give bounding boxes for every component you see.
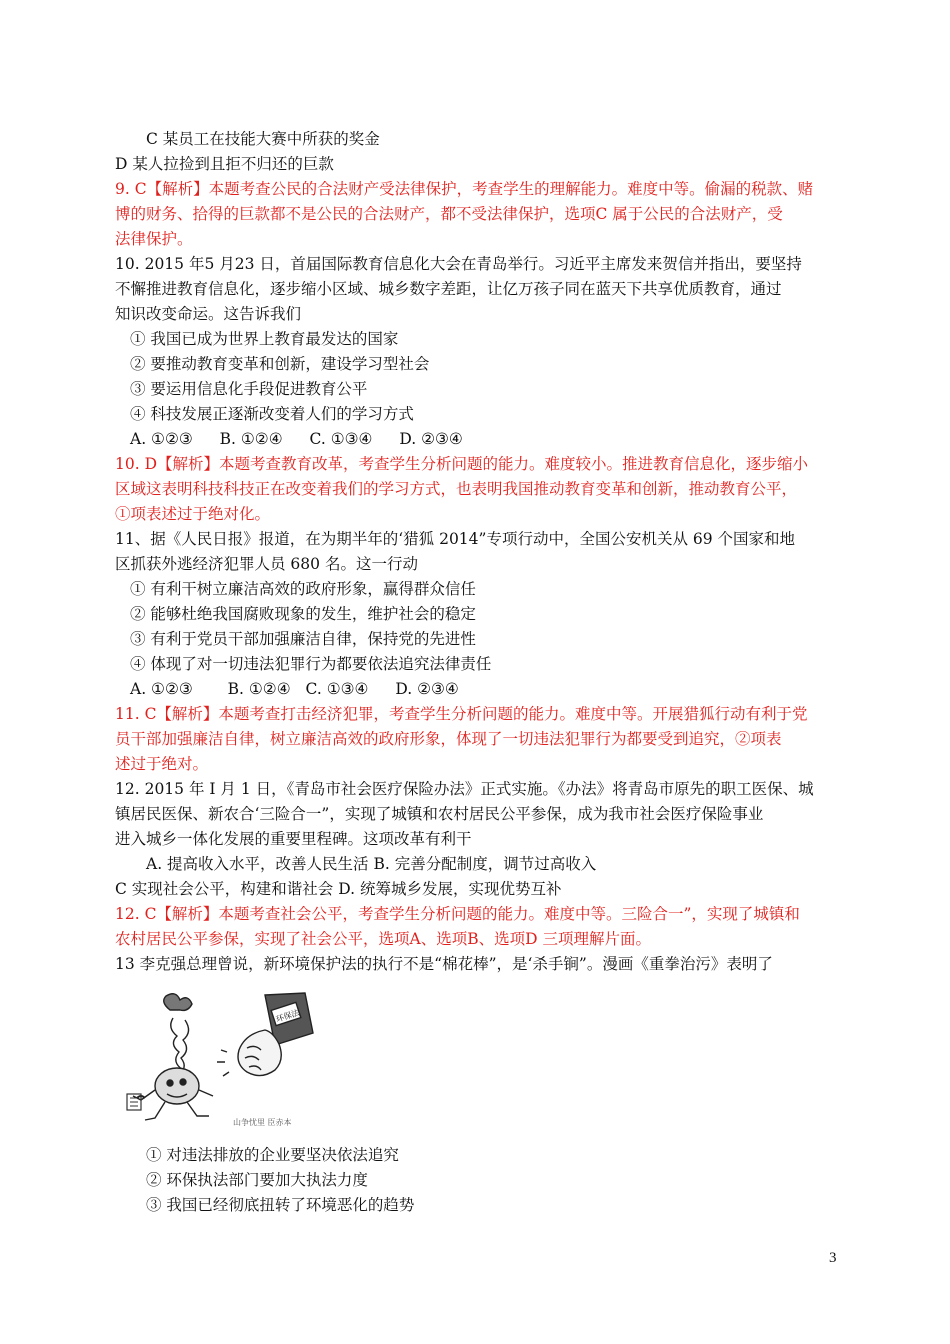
- option-b: B. ①②④: [227, 680, 291, 698]
- svg-text:环保法: 环保法: [274, 1008, 301, 1025]
- question-10-line-1: 10. 2015 年5 月23 日，首届国际教育信息化大会在青岛举行。习近平主席发来贺信并指出，要坚持: [115, 255, 802, 273]
- question-11-item-4: ④ 体现了对一切违法犯罪行为都要依法追究法律责任: [130, 655, 492, 673]
- question-10-options: [130, 427, 860, 452]
- answer-9-line-1: 9. C【解析】本题考查公民的合法财产受法律保护，考查学生的理解能力。难度中等。偷漏的税款、赌: [115, 180, 814, 198]
- answer-11-line-3: 述过于绝对。: [115, 755, 209, 773]
- answer-10-line-3: ①项表述过于绝对化。: [115, 505, 271, 523]
- cartoon-image: [115, 990, 350, 1130]
- answer-10-line-1: 10. D【解析】本题考查教育改革，考查学生分析问题的能力。难度较小。推进教育信息化，逐步缩小: [115, 455, 809, 473]
- question-11-item-2: ② 能够杜绝我国腐败现象的发生，维护社会的稳定: [130, 605, 476, 623]
- option-c: C. ①③④: [309, 430, 373, 448]
- question-10-item-2: ② 要推动教育变革和创新，建设学习型社会: [130, 355, 430, 373]
- option-c-line: C 某员工在技能大赛中所获的奖金: [146, 130, 380, 148]
- question-13-item-2: ② 环保执法部门要加大执法力度: [146, 1171, 368, 1189]
- answer-9-line-2: 博的财务、拾得的巨款都不是公民的合法财产，都不受法律保护，选项C 属于公民的合法财产，受: [115, 205, 783, 223]
- answer-11-line-2: 员干部加强廉洁自律，树立廉洁高效的政府形象，体现了一切违法犯罪行为都要受到追究，②项表: [115, 730, 782, 748]
- question-13-item-1: ① 对违法排放的企业要坚决依法追究: [146, 1146, 399, 1164]
- page-number: 3: [829, 1250, 837, 1266]
- option-a: A. ①②③: [130, 430, 193, 448]
- question-12-options-cd: C 实现社会公平，构建和谐社会 D. 统筹城乡发展，实现优势互补: [115, 880, 562, 898]
- fist-figure: [217, 993, 313, 1076]
- option-c: C. ①③④: [305, 680, 369, 698]
- question-10-item-4: ④ 科技发展正逐渐改变着人们的学习方式: [130, 405, 414, 423]
- option-b: B. ①②④: [219, 430, 283, 448]
- answer-12-line-1: 12. C【解析】本题考查社会公平，考查学生分析问题的能力。难度中等。三险合一”，实现了城镇和: [115, 905, 800, 923]
- question-11-item-3: ③ 有利于党员干部加强廉洁自律，保持党的先进性: [130, 630, 476, 648]
- question-12-options-ab: A. 提高收入水平，改善人民生活 B. 完善分配制度，调节过高收入: [146, 855, 597, 873]
- question-10-line-2: 不懈推进教育信息化，逐步缩小区域、城乡数字差距，让亿万孩子同在蓝天下共享优质教育，通过: [115, 280, 782, 298]
- question-12-line-1: 12. 2015 年 I 月 1 日，《青岛市社会医疗保险办法》正式实施。《办法》将青岛市原先的职工医保、城: [115, 780, 814, 798]
- answer-11-line-1: 11. C【解析】本题考查打击经济犯罪，考查学生分析问题的能力。难度中等。开展猎狐行动有利于党: [115, 705, 808, 723]
- option-a: A. ①②③: [130, 680, 193, 698]
- answer-12-line-2: 农村居民公平参保，实现了社会公平，选项A、选项B、选项D 三项理解片面。: [115, 930, 651, 948]
- question-12-line-3: 进入城乡一体化发展的重要里程碑。这项改革有利干: [115, 830, 472, 848]
- option-d-line: D 某人拉捡到且拒不归还的巨款: [115, 155, 334, 173]
- question-13-line-1: 13 李克强总理曾说，新环境保护法的执行不是“棉花棒”，是‘杀手锏”。漫画《重拳治污》表明了: [115, 955, 773, 973]
- question-11-item-1: ① 有利干树立廉洁高效的政府形象，赢得群众信任: [130, 580, 476, 598]
- question-12-line-2: 镇居民医保、新农合‘三险合一”，实现了城镇和农村居民公平参保，成为我市社会医疗保险事业: [115, 805, 764, 823]
- option-d: D. ②③④: [399, 430, 463, 448]
- answer-10-line-2: 区域这表明科技科技正在改变着我们的学习方式，也表明我国推动教育变革和创新，推动教育公平，: [115, 480, 798, 498]
- cartoon-caption: 山争忧里 臣赤本: [233, 1118, 292, 1127]
- question-11-line-1: 11、据《人民日报》报道，在为期半年的‘猎狐 2014”专项行动中，全国公安机关从 69 个国家和地: [115, 530, 796, 548]
- question-11-line-2: 区抓获外逃经济犯罪人员 680 名。这一行动: [115, 555, 418, 573]
- question-10-line-3: 知识改变命运。这告诉我们: [115, 305, 302, 323]
- question-13-item-3: ③ 我国已经彻底扭转了环境恶化的趋势: [146, 1196, 415, 1214]
- question-11-options: [130, 677, 860, 702]
- option-d: D. ②③④: [395, 680, 459, 698]
- answer-9-line-3: 法律保护。: [115, 230, 193, 248]
- polluter-figure: [133, 994, 213, 1120]
- question-10-item-1: ① 我国已成为世界上教育最发达的国家: [130, 330, 399, 348]
- question-10-item-3: ③ 要运用信息化手段促进教育公平: [130, 380, 368, 398]
